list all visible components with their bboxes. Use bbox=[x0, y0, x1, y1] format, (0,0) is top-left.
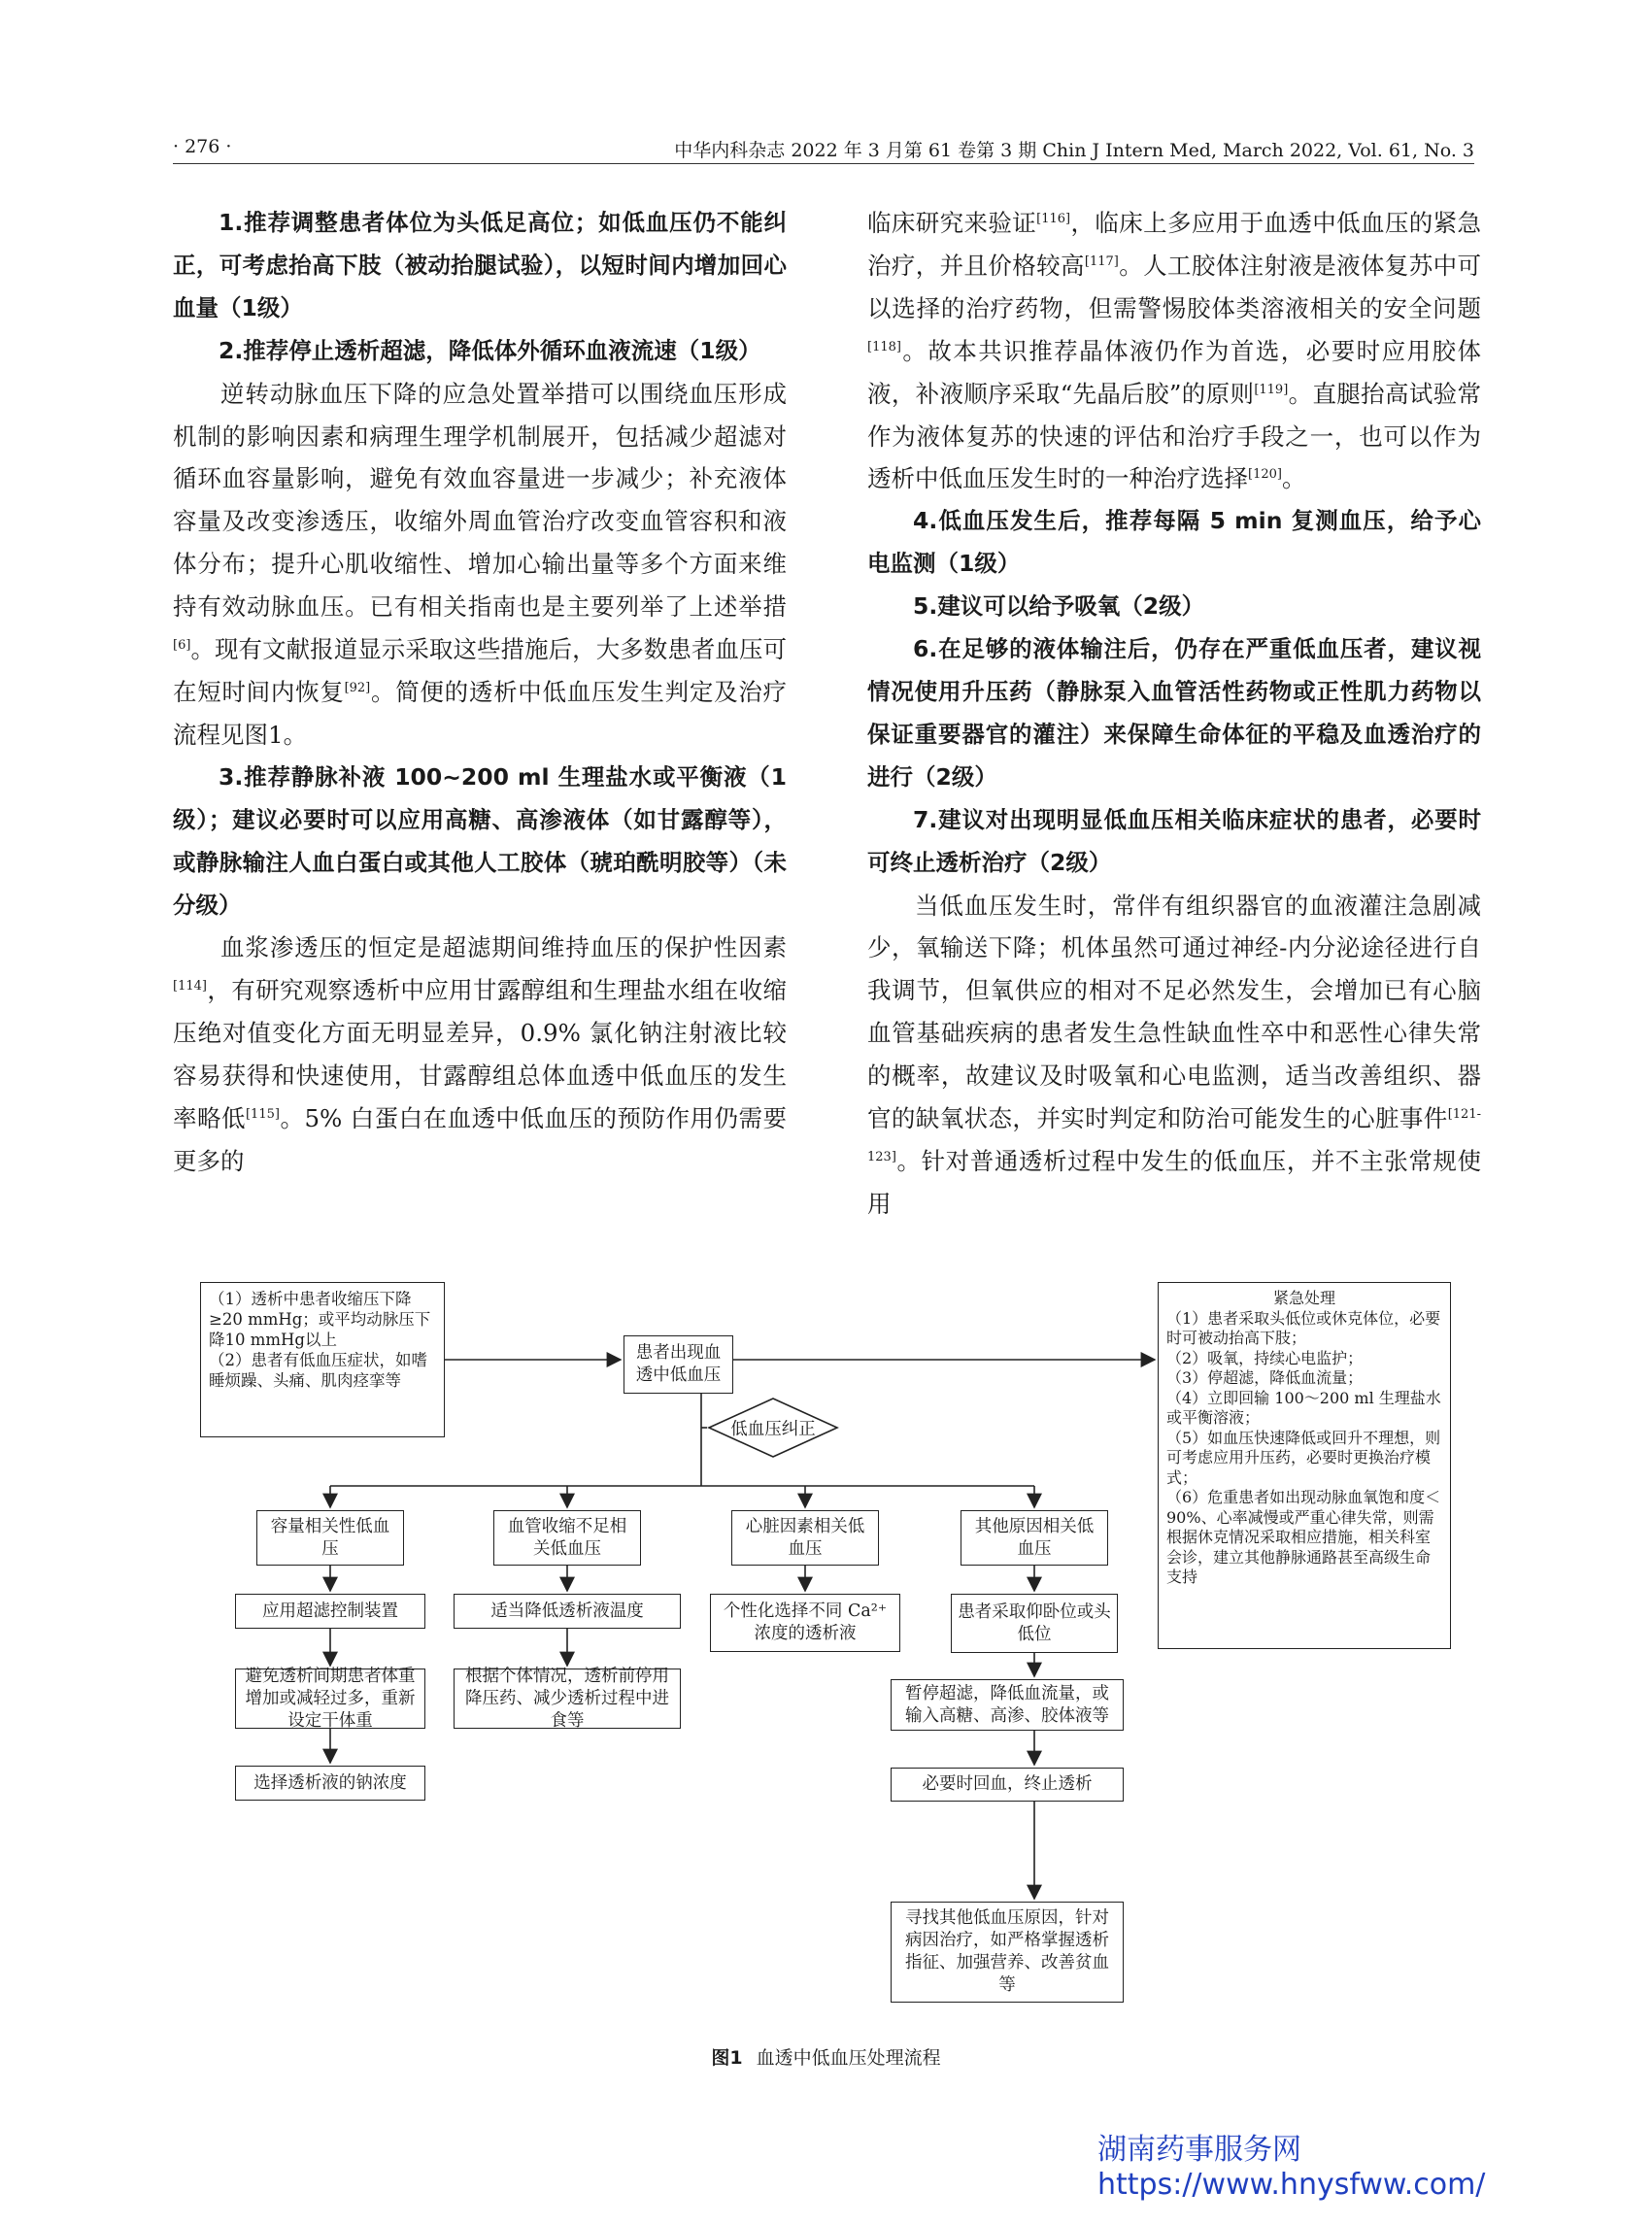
figure-caption: 图1 血透中低血压处理流程 bbox=[711, 2047, 941, 2069]
recommendation-7: 7.建议对出现明显低血压相关临床症状的患者，必要时可终止透析治疗（2级） bbox=[867, 805, 1481, 876]
recommendation-1: 1.推荐调整患者体位为头低足高位；如低血压仍不能纠正，可考虑抬高下肢（被动抬腿试验），以短时间内增加回心血量（1级） bbox=[173, 209, 787, 321]
journal-citation: 中华内科杂志 2022 年 3 月第 61 卷第 3 期 Chin J Intern Med, March 2022, Vol. 61, No. 3 bbox=[674, 140, 1474, 161]
cardiac-hypotension-box: 心脏因素相关低血压 bbox=[731, 1510, 879, 1566]
running-header bbox=[173, 134, 1474, 164]
recommendation-2: 2.推荐停止透析超滤，降低体外循环血液流速（1级） bbox=[219, 336, 761, 364]
watermark-url[interactable]: https://www.hnysfww.com/ bbox=[1097, 2168, 1486, 2202]
emergency-box: 紧急处理 （1）患者采取头低位或休克体位，必要时可被动抬高下肢； （2）吸氧，持续心电监护； （3）停超滤，降低血流量； （4）立即回输 100～200 ml 生理盐水或平衡溶液； （5）如血压快速降低或回升不理想，则可考虑应用升压药，必要时更换治疗模式； （6）危重患者如出现动脉血氧饱和度＜90%、心率减慢或严重心律失常，则需根据休克情况采取相应措施，相关科室会诊，建立其他静脉通路甚至高级生命支持 bbox=[1158, 1282, 1451, 1649]
recommendation-3: 3.推荐静脉补液 100~200 ml 生理盐水或平衡液（1级）；建议必要时可以应用高糖、高渗液体（如甘露醇等），或静脉输注人血白蛋白或其他人工胶体（琥珀酰明胶等）（未分级） bbox=[173, 762, 787, 919]
paragraph-1: 逆转动脉血压下降的应急处置举措可以围绕血压形成机制的影响因素和病理生理学机制展开，包括减少超滤对循环血容量影响，避免有效血容量进一步减少；补充液体容量及改变渗透压，收缩外周血管治疗改变血管容积和液体分布；提升心肌收缩性、增加心输出量等多个方面来维持有效动脉血压。已有相关指南也是主要列举了上述举措[6]。现有文献报道显示采取这些措施后，大多数患者血压可在短时间内恢复[92]。简便的透析中低血压发生判定及治疗流程见图1。 bbox=[173, 379, 788, 749]
criteria-box: （1）透析中患者收缩压下降 ≥20 mmHg；或平均动脉压下降10 mmHg以上 （2）患者有低血压症状，如嗜睡烦躁、头痛、肌肉痉挛等 bbox=[200, 1282, 445, 1437]
paragraph-4: 当低血压发生时，常伴有组织器官的血液灌注急剧减少，氧输送下降；机体虽然可通过神经-内分泌途径进行自我调节，但氧供应的相对不足必然发生，会增加已有心脑血管基础疾病的患者发生急性缺血性卒中和恶性心律失常的概率，故建议及时吸氧和心电监测，适当改善组织、器官的缺氧状态，并实时判定和防治可能发生的心脏事件[121-123]。针对普通透析过程中发生的低血压，并不主张常规使用 bbox=[867, 891, 1481, 1218]
right-column bbox=[867, 202, 1481, 1226]
ultrafiltration-control-box: 应用超滤控制装置 bbox=[235, 1594, 425, 1629]
dialysate-temperature-box: 适当降低透析液温度 bbox=[454, 1594, 681, 1629]
paragraph-2: 血浆渗透压的恒定是超滤期间维持血压的保护性因素[114]，有研究观察透析中应用甘露醇组和生理盐水组在收缩压绝对值变化方面无明显差异，0.9% 氯化钠注射液比较容易获得和快速使用，甘露醇组总体血透中低血压的发生率略低[115]。5% 白蛋白在血透中低血压的预防作用仍需要更多的 bbox=[173, 933, 787, 1175]
pause-ultrafiltration-box: 暂停超滤，降低血流量，或输入高糖、高渗、胶体液等 bbox=[891, 1679, 1124, 1731]
find-other-causes-box: 寻找其他低血压原因，针对病因治疗，如严格掌握透析指征、加强营养、改善贫血等 bbox=[891, 1902, 1124, 2003]
vasoconstriction-hypotension-box: 血管收缩不足相关低血压 bbox=[493, 1510, 641, 1566]
decision-label: 低血压纠正 bbox=[730, 1420, 816, 1439]
supine-position-box: 患者采取仰卧位或头低位 bbox=[951, 1594, 1118, 1653]
page-number: · 276 · bbox=[173, 136, 232, 157]
dry-weight-box: 避免透析间期患者体重增加或减轻过多，重新设定干体重 bbox=[235, 1669, 425, 1729]
recommendation-4: 4.低血压发生后，推荐每隔 5 min 复测血压，给予心电监测（1级） bbox=[867, 507, 1481, 578]
left-column bbox=[173, 202, 787, 1183]
flowchart-figure bbox=[194, 1282, 1467, 2040]
other-hypotension-box: 其他原因相关低血压 bbox=[961, 1510, 1108, 1566]
recommendation-5: 5.建议可以给予吸氧（2级） bbox=[913, 592, 1205, 621]
stop-antihypertensive-box: 根据个体情况，透析前停用降压药、减少透析过程中进食等 bbox=[454, 1669, 681, 1729]
volume-hypotension-box: 容量相关性低血压 bbox=[256, 1510, 404, 1566]
sodium-concentration-box: 选择透析液的钠浓度 bbox=[235, 1766, 425, 1801]
terminate-dialysis-box: 必要时回血，终止透析 bbox=[891, 1768, 1124, 1802]
calcium-dialysate-box: 个性化选择不同 Ca²⁺ 浓度的透析液 bbox=[710, 1594, 900, 1652]
paragraph-3: 临床研究来验证[116]，临床上多应用于血透中低血压的紧急治疗，并且价格较高[117]。人工胶体注射液是液体复苏中可以选择的治疗药物，但需警惕胶体类溶液相关的安全问题[118]。故本共识推荐晶体液仍作为首选，必要时应用胶体液，补液顺序采取“先晶后胶”的原则[119]。直腿抬高试验常作为液体复苏的快速的评估和治疗手段之一，也可以作为透析中低血压发生时的一种治疗选择[120]。 bbox=[867, 209, 1482, 493]
start-box: 患者出现血透中低血压 bbox=[624, 1335, 733, 1394]
recommendation-6: 6.在足够的液体输注后，仍存在严重低血压者，建议视情况使用升压药（静脉泵入血管活性药物或正性肌力药物以保证重要器官的灌注）来保障生命体征的平稳及血透治疗的进行（2级） bbox=[867, 635, 1481, 791]
watermark-name: 湖南药事服务网 bbox=[1097, 2133, 1301, 2167]
